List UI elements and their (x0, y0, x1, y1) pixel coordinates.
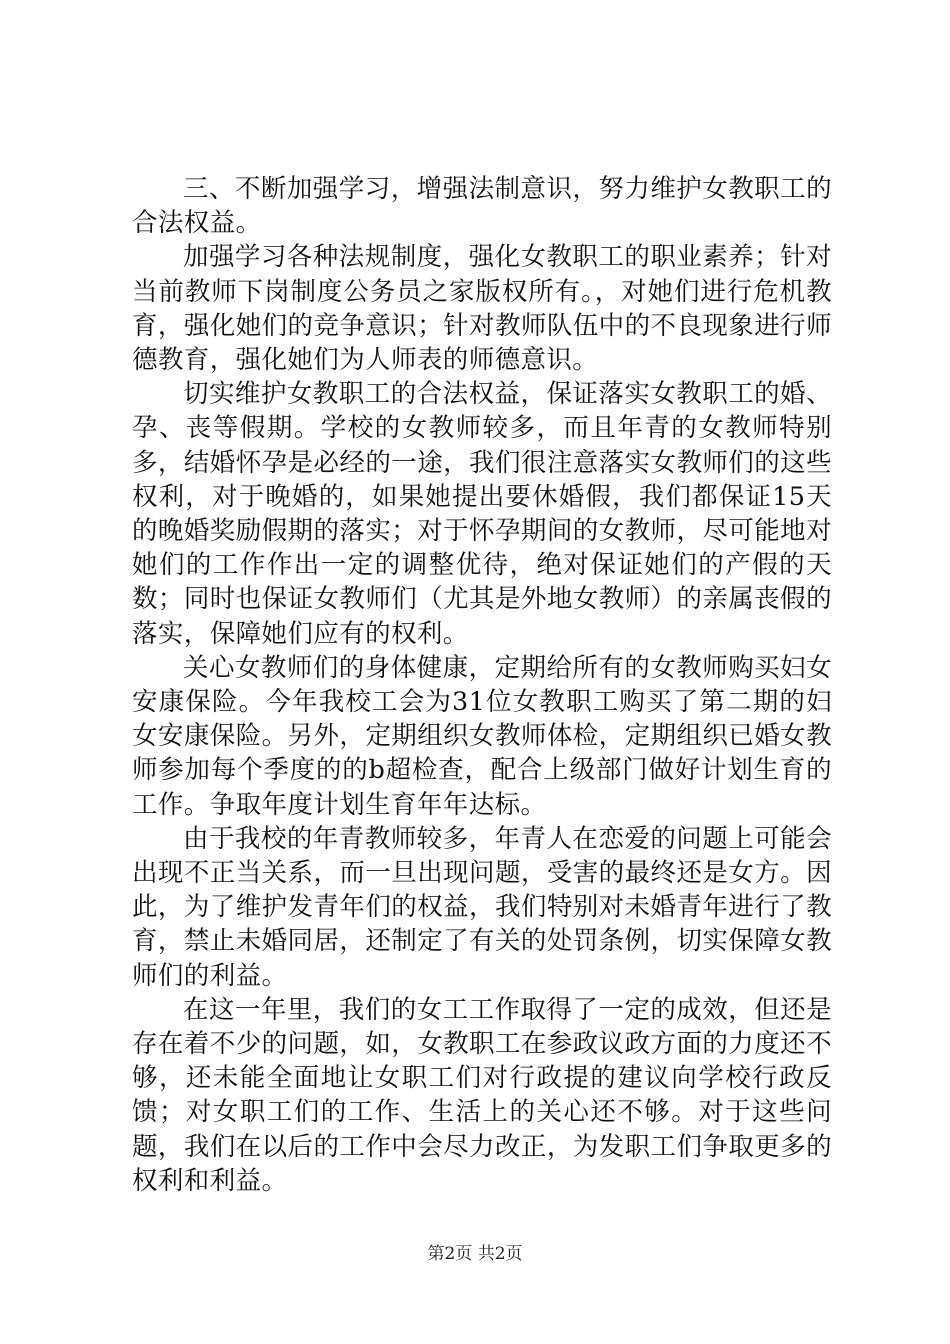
paragraph-young-teachers: 由于我校的年青教师较多，年青人在恋爱的问题上可能会出现不正当关系，而一旦出现问题，受害的最终还是女方。因此，为了维护发青年们的权益，我们特别对未婚青年进行了教育，禁止未婚同居，还制定了有关的处罚条例，切实保障女教师们的利益。 (132, 823, 832, 991)
paragraph-heading-3: 三、不断加强学习，增强法制意识，努力维护女教职工的合法权益。 (132, 174, 832, 239)
paragraph-health-insurance: 关心女教师们的身体健康，定期给所有的女教师购买妇女安康保险。今年我校工会为31位女教职工购买了第二期的妇女安康保险。另外，定期组织女教师体检，定期组织已婚女教师参加每个季度的的b超检查，配合上级部门做好计划生育的工作。争取年度计划生育年年达标。 (132, 652, 832, 820)
page-footer: 第2页 共2页 (427, 1244, 523, 1264)
paragraph-leave-rights: 切实维护女教职工的合法权益，保证落实女教职工的婚、孕、丧等假期。学校的女教师较多，而且年青的女教师特别多，结婚怀孕是必经的一途，我们很注意落实女教师们的这些权利，对于晚婚的，如果她提出要休婚假，我们都保证15天的晚婚奖励假期的落实；对于怀孕期间的女教师，尽可能地对她们的工作作出一定的调整优待，绝对保证她们的产假的天数；同时也保证女教师们（尤其是外地女教师）的亲属丧假的落实，保障她们应有的权利。 (132, 379, 832, 649)
paragraph-year-summary: 在这一年里，我们的女工工作取得了一定的成效，但还是存在着不少的问题，如，女教职工在参政议政方面的力度还不够，还未能全面地让女职工们对行政提的建议向学校行政反馈；对女职工们的工作、生活上的关心还不够。对于这些问题，我们在以后的工作中会尽力改正，为发职工们争取更多的权利和利益。 (132, 994, 832, 1196)
document-body (132, 172, 832, 1198)
paragraph-study-regulations: 加强学习各种法规制度，强化女教职工的职业素养；针对当前教师下岗制度公务员之家版权所有。，对她们进行危机教育，强化她们的竞争意识；针对教师队伍中的不良现象进行师德教育，强化她们为人师表的师德意识。 (132, 242, 832, 376)
